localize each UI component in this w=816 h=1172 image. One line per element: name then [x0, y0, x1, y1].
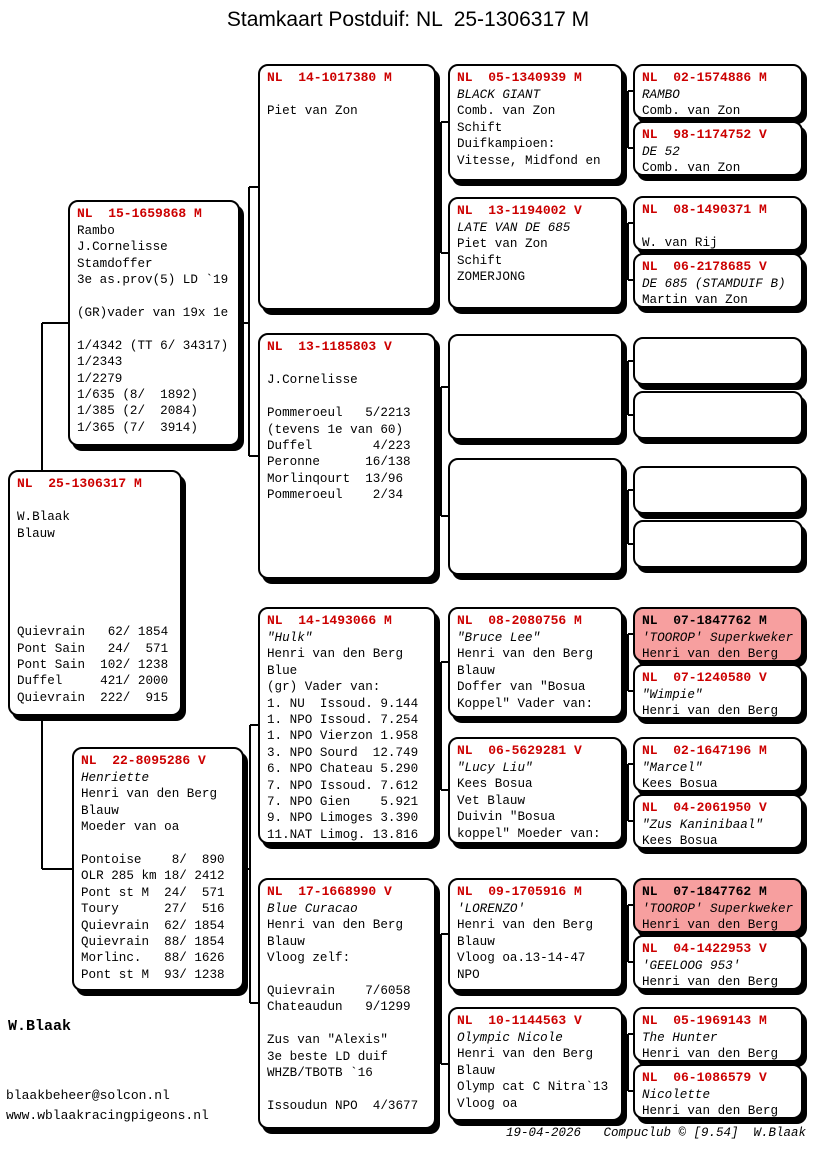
ring-number: NL 98-1174752 V — [642, 127, 767, 142]
box-line — [642, 219, 801, 235]
pedigree-box-empty — [448, 458, 623, 575]
box-line: Kees Bosua — [642, 834, 718, 849]
box-line: Pontoise 8/ 890 — [81, 852, 225, 867]
pedigree-box-grandmother-maternal — [258, 878, 436, 1129]
box-line: Blauw — [457, 1063, 495, 1078]
box-line: Blue Curacao — [267, 902, 358, 916]
box-line: 'LORENZO' — [457, 902, 526, 916]
box-line: Blue — [267, 663, 298, 678]
box-line: ZOMERJONG — [457, 270, 526, 285]
box-line: Blauw — [267, 934, 305, 949]
pedigree-box-father — [68, 200, 240, 446]
box-body — [642, 1030, 801, 1062]
box-line: Pont Sain 102/ 1238 — [17, 657, 169, 672]
box-body — [642, 958, 801, 990]
box-body — [642, 87, 801, 119]
box-line: Piet van Zon — [267, 104, 358, 119]
box-line — [267, 87, 434, 103]
box-body — [642, 901, 801, 933]
pedigree-box-gg-grandparent — [633, 196, 803, 251]
box-line: Henri van den Berg — [267, 918, 404, 933]
ring-number: NL 14-1017380 M — [267, 70, 392, 85]
pedigree-box-gg-grandparent — [633, 794, 803, 849]
box-body — [642, 760, 801, 792]
box-body — [642, 276, 801, 308]
box-line — [17, 591, 180, 607]
ring-number: NL 08-2080756 M — [457, 613, 582, 628]
box-line: 6. NPO Chateau 5.290 — [267, 762, 419, 777]
box-line: Schift — [457, 253, 503, 268]
box-line: Henri van den Berg — [457, 1047, 594, 1062]
box-line: 9. NPO Limoges 3.390 — [267, 811, 419, 826]
box-line: Henri van den Berg — [642, 647, 779, 662]
box-line: "Zus Kaninibaal" — [642, 818, 763, 832]
box-line: 'TOOROP' Superkweker — [642, 902, 794, 916]
pedigree-box-gg-grandparent — [633, 737, 803, 792]
box-line: "Hulk" — [267, 631, 313, 645]
box-line: Henri van den Berg — [457, 647, 594, 662]
box-line: Vet Blauw — [457, 793, 526, 808]
box-line: DE 52 — [642, 145, 680, 159]
box-body — [17, 493, 180, 706]
box-line: BLACK GIANT — [457, 88, 541, 102]
pedigree-box-gg-grandparent — [633, 1007, 803, 1062]
owner-email: blaakbeheer@solcon.nl — [6, 1088, 170, 1103]
box-body — [267, 901, 434, 1114]
ring-number: NL 05-1340939 M — [457, 70, 582, 85]
box-line: WHZB/TBOTB `16 — [267, 1065, 373, 1080]
ring-number: NL 06-2178685 V — [642, 259, 767, 274]
box-line: 1/2343 — [77, 355, 123, 370]
box-line — [267, 967, 434, 983]
box-line: Nicolette — [642, 1088, 711, 1102]
box-line: Morlinc. 88/ 1626 — [81, 951, 225, 966]
box-line: Quievrain 62/ 1854 — [81, 918, 225, 933]
pedigree-box-empty — [633, 520, 803, 568]
box-line: Quievrain 88/ 1854 — [81, 934, 225, 949]
pedigree-box-grandfather-paternal — [258, 64, 436, 310]
box-line: Duffel 421/ 2000 — [17, 674, 169, 689]
box-line: Blauw — [17, 526, 55, 541]
box-line: J.Cornelisse — [77, 240, 168, 255]
box-line: Vloog oa — [457, 1096, 518, 1111]
box-line: Schift — [457, 120, 503, 135]
box-body — [267, 630, 434, 843]
box-line: LATE VAN DE 685 — [457, 221, 571, 235]
ring-number: NL 15-1659868 M — [77, 206, 202, 221]
box-line: "Lucy Liu" — [457, 761, 533, 775]
pedigree-box-empty — [448, 334, 623, 440]
software-credit: 19-04-2026 Compuclub © [9.54] W.Blaak — [505, 1126, 806, 1140]
box-line: Pont Sain 24/ 571 — [17, 641, 169, 656]
box-body — [457, 1030, 621, 1112]
box-line: Henri van den Berg — [267, 647, 404, 662]
box-line: Issoudun NPO 4/3677 — [267, 1098, 419, 1113]
box-line: Zus van "Alexis" — [267, 1033, 388, 1048]
box-line: Vitesse, Midfond en — [457, 153, 601, 168]
box-line: Kees Bosua — [457, 777, 533, 792]
box-line: DE 685 (STAMDUIF B) — [642, 277, 786, 291]
ring-number: NL 04-2061950 V — [642, 800, 767, 815]
box-body — [457, 630, 621, 712]
pedigree-box-gg-grandparent — [633, 935, 803, 990]
box-line: W. van Rij — [642, 236, 718, 251]
pedigree-box-grandmother-paternal — [258, 333, 436, 579]
box-line: "Wimpie" — [642, 688, 703, 702]
box-line: RAMBO — [642, 88, 680, 102]
box-line: Stamdoffer — [77, 256, 153, 271]
pedigree-box-gg-grandparent — [633, 253, 803, 308]
box-line: 1. NU Issoud. 9.144 — [267, 696, 419, 711]
box-line: Pont st M 93/ 1238 — [81, 967, 225, 982]
box-line: Comb. van Zon — [457, 104, 556, 119]
box-line: Duffel 4/223 — [267, 438, 411, 453]
ring-number: NL 04-1422953 V — [642, 941, 767, 956]
box-line: Piet van Zon — [457, 237, 548, 252]
box-line: 7. NPO Issoud. 7.612 — [267, 778, 419, 793]
box-line — [267, 389, 434, 405]
box-line: Duivin "Bosua — [457, 810, 556, 825]
box-line: Henri van den Berg — [642, 1047, 779, 1062]
box-line: Chateaudun 9/1299 — [267, 1000, 411, 1015]
pedigree-box-gg-grandparent — [633, 64, 803, 119]
pedigree-box-great-grandparent — [448, 64, 623, 181]
box-body — [642, 1087, 801, 1119]
box-line: Henri van den Berg — [642, 704, 779, 719]
box-body — [457, 87, 621, 169]
box-line — [17, 493, 180, 509]
pedigree-box-great-grandparent — [448, 1007, 623, 1121]
box-line: Peronne 16/138 — [267, 455, 411, 470]
pedigree-box-great-grandparent — [448, 197, 623, 309]
ring-number: NL 08-1490371 M — [642, 202, 767, 217]
box-line: W.Blaak — [17, 510, 70, 525]
ring-number: NL 09-1705916 M — [457, 884, 582, 899]
ring-number: NL 25-1306317 M — [17, 476, 142, 491]
box-line — [77, 289, 238, 305]
box-body — [642, 687, 801, 719]
box-line: Pont st M 24/ 571 — [81, 885, 225, 900]
page-title: Stamkaart Postduif: NL 25-1306317 M — [226, 8, 590, 31]
box-line — [267, 1081, 434, 1097]
box-line — [267, 356, 434, 372]
box-line — [17, 559, 180, 575]
pedigree-box-subject — [8, 470, 182, 716]
ring-number: NL 13-1185803 V — [267, 339, 392, 354]
box-line: 7. NPO Gien 5.921 — [267, 794, 419, 809]
box-line: OLR 285 km 18/ 2412 — [81, 869, 225, 884]
box-line: Moeder van oa — [81, 820, 180, 835]
box-line: "Marcel" — [642, 761, 703, 775]
box-body — [77, 223, 238, 436]
box-line: (tevens 1e van 60) — [267, 422, 404, 437]
box-line: Vloog zelf: — [267, 951, 351, 966]
box-body — [642, 817, 801, 849]
box-line: Henri van den Berg — [642, 975, 779, 990]
pedigree-box-empty — [633, 391, 803, 439]
box-line: Blauw — [457, 934, 495, 949]
box-body — [457, 760, 621, 842]
box-line: 1/385 (2/ 2084) — [77, 404, 198, 419]
box-line: The Hunter — [642, 1031, 718, 1045]
box-line: Quievrain 7/6058 — [267, 983, 411, 998]
box-line: 3. NPO Sourd 12.749 — [267, 745, 419, 760]
box-line — [17, 608, 180, 624]
box-body — [267, 87, 434, 120]
box-line: 3e beste LD duif — [267, 1049, 388, 1064]
box-line: Quievrain 62/ 1854 — [17, 625, 169, 640]
pedigree-box-great-grandparent — [448, 878, 623, 991]
box-line: 11.NAT Limog. 13.816 — [267, 827, 419, 842]
ring-number: NL 14-1493066 M — [267, 613, 392, 628]
pedigree-box-gg-grandparent-highlighted — [633, 878, 803, 933]
box-body — [457, 220, 621, 286]
box-line: Henri van den Berg — [81, 787, 218, 802]
box-line: J.Cornelisse — [267, 373, 358, 388]
owner-website: www.wblaakracingpigeons.nl — [6, 1108, 209, 1123]
ring-number: NL 13-1194002 V — [457, 203, 582, 218]
box-line: Kees Bosua — [642, 777, 718, 792]
box-line: "Bruce Lee" — [457, 631, 541, 645]
box-line: Doffer van "Bosua — [457, 680, 586, 695]
box-line: Rambo — [77, 224, 115, 238]
box-body — [81, 770, 242, 983]
box-body — [457, 901, 621, 983]
box-line: Pommeroeul 2/34 — [267, 488, 404, 503]
box-line: Henri van den Berg — [642, 1104, 779, 1119]
box-line: Blauw — [457, 663, 495, 678]
box-line: Quievrain 222/ 915 — [17, 690, 169, 705]
box-line: 1/635 (8/ 1892) — [77, 387, 198, 402]
box-line: Martin van Zon — [642, 293, 748, 308]
box-line: Duifkampioen: — [457, 137, 556, 152]
box-line: Koppel" Vader van: — [457, 696, 594, 711]
box-line — [81, 836, 242, 852]
pedigree-box-empty — [633, 466, 803, 514]
pedigree-box-empty — [633, 337, 803, 385]
pedigree-box-gg-grandparent — [633, 664, 803, 719]
ring-number: NL 05-1969143 M — [642, 1013, 767, 1028]
box-line: Morlinqourt 13/96 — [267, 471, 404, 486]
ring-number: NL 06-1086579 V — [642, 1070, 767, 1085]
box-line: 1. NPO Vierzon 1.958 — [267, 729, 419, 744]
box-line — [267, 1016, 434, 1032]
ring-number: NL 07-1847762 M — [642, 613, 767, 628]
box-line: Blauw — [81, 803, 119, 818]
box-line: 'GEELOOG 953' — [642, 959, 741, 973]
box-body — [642, 219, 801, 251]
box-line: Toury 27/ 516 — [81, 902, 225, 917]
box-line: 'TOOROP' Superkweker — [642, 631, 794, 645]
box-line: Vloog oa.13-14-47 — [457, 951, 586, 966]
pedigree-box-gg-grandparent-highlighted — [633, 607, 803, 662]
box-line: 1. NPO Issoud. 7.254 — [267, 712, 419, 727]
box-line: Pommeroeul 5/2213 — [267, 406, 411, 421]
ring-number: NL 02-1574886 M — [642, 70, 767, 85]
box-line: (gr) Vader van: — [267, 680, 381, 695]
box-line — [17, 575, 180, 591]
box-line: Comb. van Zon — [642, 161, 741, 176]
box-line — [17, 542, 180, 558]
box-line: Comb. van Zon — [642, 104, 741, 119]
pedigree-box-grandfather-maternal — [258, 607, 436, 844]
box-line: Olympic Nicole — [457, 1031, 563, 1045]
box-line: 1/365 (7/ 3914) — [77, 420, 198, 435]
box-line: Olymp cat C Nitra`13 — [457, 1080, 609, 1095]
box-line: (GR)vader van 19x 1e — [77, 305, 229, 320]
box-line: Henri van den Berg — [457, 918, 594, 933]
pedigree-box-gg-grandparent — [633, 1064, 803, 1119]
box-body — [642, 144, 801, 176]
box-body — [642, 630, 801, 662]
box-line: NPO — [457, 967, 480, 982]
ring-number: NL 17-1668990 V — [267, 884, 392, 899]
ring-number: NL 06-5629281 V — [457, 743, 582, 758]
ring-number: NL 02-1647196 M — [642, 743, 767, 758]
box-line: koppel" Moeder van: — [457, 826, 601, 841]
pedigree-box-gg-grandparent — [633, 121, 803, 176]
box-line — [77, 321, 238, 337]
box-line: Henriette — [81, 771, 150, 785]
ring-number: NL 07-1240580 V — [642, 670, 767, 685]
box-body — [267, 356, 434, 504]
box-line: Henri van den Berg — [642, 918, 779, 933]
ring-number: NL 07-1847762 M — [642, 884, 767, 899]
ring-number: NL 22-8095286 V — [81, 753, 206, 768]
owner-name: W.Blaak — [8, 1018, 72, 1035]
box-line: 1/2279 — [77, 371, 123, 386]
box-line: 3e as.prov(5) LD `19 — [77, 273, 229, 288]
box-line: 1/4342 (TT 6/ 34317) — [77, 338, 229, 353]
pedigree-box-mother — [72, 747, 244, 991]
pedigree-box-great-grandparent — [448, 607, 623, 718]
pedigree-box-great-grandparent — [448, 737, 623, 844]
ring-number: NL 10-1144563 V — [457, 1013, 582, 1028]
